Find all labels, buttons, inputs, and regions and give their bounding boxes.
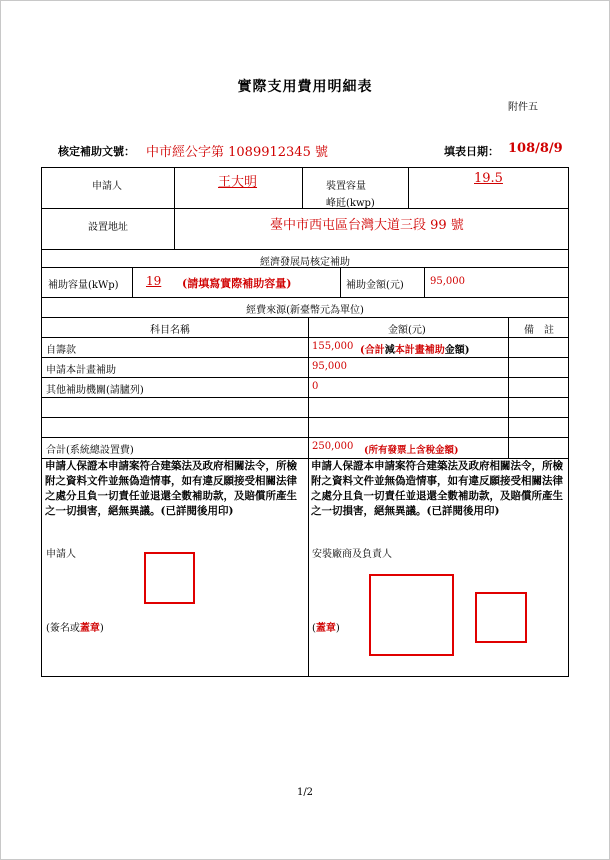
fill-date-label: 填表日期： [444,145,499,158]
capacity-value: 19.5 [474,171,503,186]
row-total-amount: 250,000 [312,441,354,452]
installer-sign-note: (蓋章) [312,623,340,634]
fill-date-value: 108/8/9 [508,141,563,156]
row-self-funded-item: 自籌款 [46,345,76,356]
applicant-sign-note: (簽名或蓋章) [46,623,104,634]
page-title: 實際支用費用明細表 [237,79,373,95]
row-plan-subsidy-amount: 95,000 [312,361,347,372]
row-self-funded-amount: 155,000 [312,341,354,352]
subsidy-amount-value: 95,000 [430,276,465,287]
col-item-header: 科目名稱 [150,325,190,336]
installer-declaration: 申請人保證本申請案符合建築法及政府相關法令，所檢附之資料文件並無偽造情事，如有違反願接受相關法律之處分且負一切責任並退還全數補助款，及賠償所產生之一切損害，絕無異議。(已詳閱後用印) [311,460,563,517]
subsidy-amount-label: 補助金額(元) [346,280,404,291]
row-other-subsidy-amount: 0 [312,381,319,392]
address-value: 臺中市西屯區台灣大道三段 99 號 [270,218,464,233]
installer-owner-seal-box [475,592,527,643]
row-other-subsidy-item: 其他補助機關(請臚列) [46,385,144,396]
col-amount-header: 金額(元) [388,325,426,336]
col-remark-header: 備 註 [524,325,554,336]
installer-company-seal-box [369,574,454,656]
subsidy-capacity-label: 補助容量(kWp) [48,280,119,291]
address-label: 設置地址 [88,222,128,233]
detail-table [41,167,569,677]
row-plan-subsidy-item: 申請本計畫補助 [46,365,116,376]
capacity-label-line2: 峰瓩(kwp) [326,198,375,209]
subsidy-capacity-value: 19 [146,274,162,288]
row-total-note: (所有發票上含稅金額) [364,445,459,456]
attachment-label: 附件五 [508,102,538,113]
applicant-declaration: 申請人保證本申請案符合建築法及政府相關法令，所檢附之資料文件並無偽造情事，如有違反願接受相關法律之處分且負一切責任並退還全數補助款，及賠償所產生之一切損害，絕無異議。(已詳閱後用印) [45,460,297,517]
econ-section-heading: 經濟發展局核定補助 [260,257,350,268]
row-total-item: 合計(系統總設置費) [46,445,134,456]
subsidy-capacity-note: (請填寫實際補助容量) [182,277,292,290]
page-number: 1/2 [296,787,314,798]
applicant-label: 申請人 [92,181,122,192]
fund-source-heading: 經費來源(新臺幣元為單位) [246,305,364,316]
approval-doc-value: 中市經公字第 1089912345 號 [146,145,328,160]
row-self-funded-note: (合計減本計畫補助金額) [360,345,470,356]
applicant-signer-label: 申請人 [46,549,76,560]
approval-doc-label: 核定補助文號： [58,145,135,158]
applicant-name: 王大明 [218,175,258,190]
applicant-seal-box [144,552,195,604]
capacity-label-line1: 裝置容量 [326,181,366,192]
installer-signer-label: 安裝廠商及負責人 [312,549,392,560]
